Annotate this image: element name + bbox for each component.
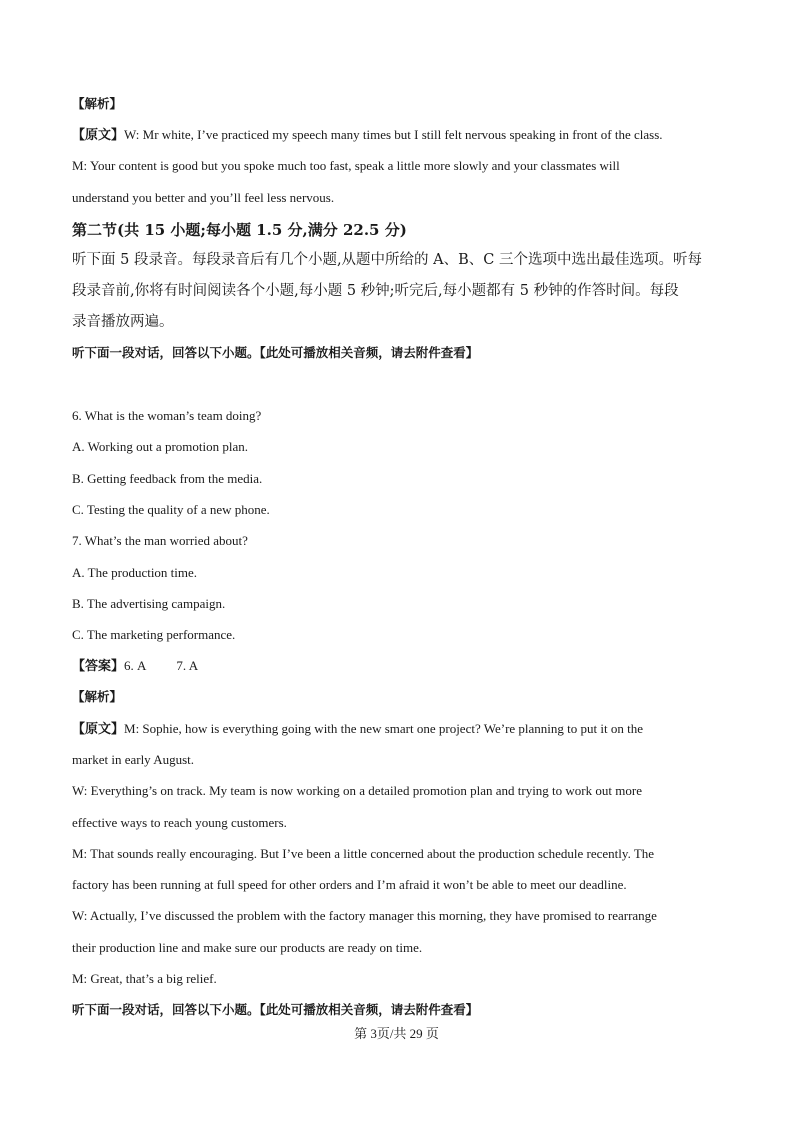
instruction-line: 听下面 5 段录音。每段录音后有几个小题,从题中所给的 A、B、C 三个选项中选出最佳选项。听每 [72,252,702,268]
transcript-line [72,721,643,738]
transcript-line: market in early August. [72,752,195,767]
answer-line [72,658,198,675]
audio-notice: 听下面一段对话，回答以下小题。【此处可播放相关音频，请去附件查看】 [72,1002,479,1017]
transcript-line: M: That sounds really encouraging. But I’ve been a little concerned about the production schedule recently. The [72,846,655,861]
instruction-line: 段录音前,你将有时间阅读各个小题,每小题 5 秒钟;听完后,每小题都有 5 秒钟的作答时间。每段 [72,283,679,299]
page-number: 第 3页/共 29 页 [354,1026,439,1041]
transcript-line: W: Everything’s on track. My team is now working on a detailed promotion plan and trying to work out more [72,783,642,798]
answer-6: 6. A [124,658,147,673]
section-title: 第二节(共 15 小题;每小题 1.5 分,满分 22.5 分) [72,221,407,239]
question-7: 7. What’s the man worried about? [72,533,248,548]
original-label: 【原文】 [72,722,125,737]
option-6a: A. Working out a promotion plan. [72,439,249,454]
option-6c: C. Testing the quality of a new phone. [72,502,270,517]
transcript-line: M: Great, that’s a big relief. [72,971,217,986]
question-6: 6. What is the woman’s team doing? [72,408,262,423]
transcript-text: W: Mr white, I’ve practiced my speech many times but I still felt nervous speaking in front of the class. [124,127,663,142]
option-7a: A. The production time. [72,565,198,580]
answer-label: 【答案】 [72,659,125,674]
transcript-line: understand you better and you’ll feel less nervous. [72,190,335,205]
analysis-label: 【解析】 [72,689,123,704]
option-7b: B. The advertising campaign. [72,596,226,611]
option-7c: C. The marketing performance. [72,627,236,642]
transcript-line: M: Your content is good but you spoke much too fast, speak a little more slowly and your classmates will [72,158,620,173]
analysis-label: 【解析】 [72,96,123,111]
instruction-line: 录音播放两遍。 [72,314,174,330]
option-6b: B. Getting feedback from the media. [72,471,263,486]
transcript-line: their production line and make sure our products are ready on time. [72,940,423,955]
audio-notice: 听下面一段对话，回答以下小题。【此处可播放相关音频，请去附件查看】 [72,345,479,360]
transcript-line: effective ways to reach young customers. [72,815,287,830]
transcript-line: factory has been running at full speed for other orders and I’m afraid it won’t be able to meet our deadline. [72,877,627,892]
original-label: 【原文】 [72,128,125,143]
transcript-line [72,127,663,144]
transcript-line: W: Actually, I’ve discussed the problem with the factory manager this morning, they have promised to rearrange [72,908,657,923]
answer-7: 7. A [176,658,199,673]
transcript-text: M: Sophie, how is everything going with the new smart one project? We’re planning to put it on the [124,721,643,736]
